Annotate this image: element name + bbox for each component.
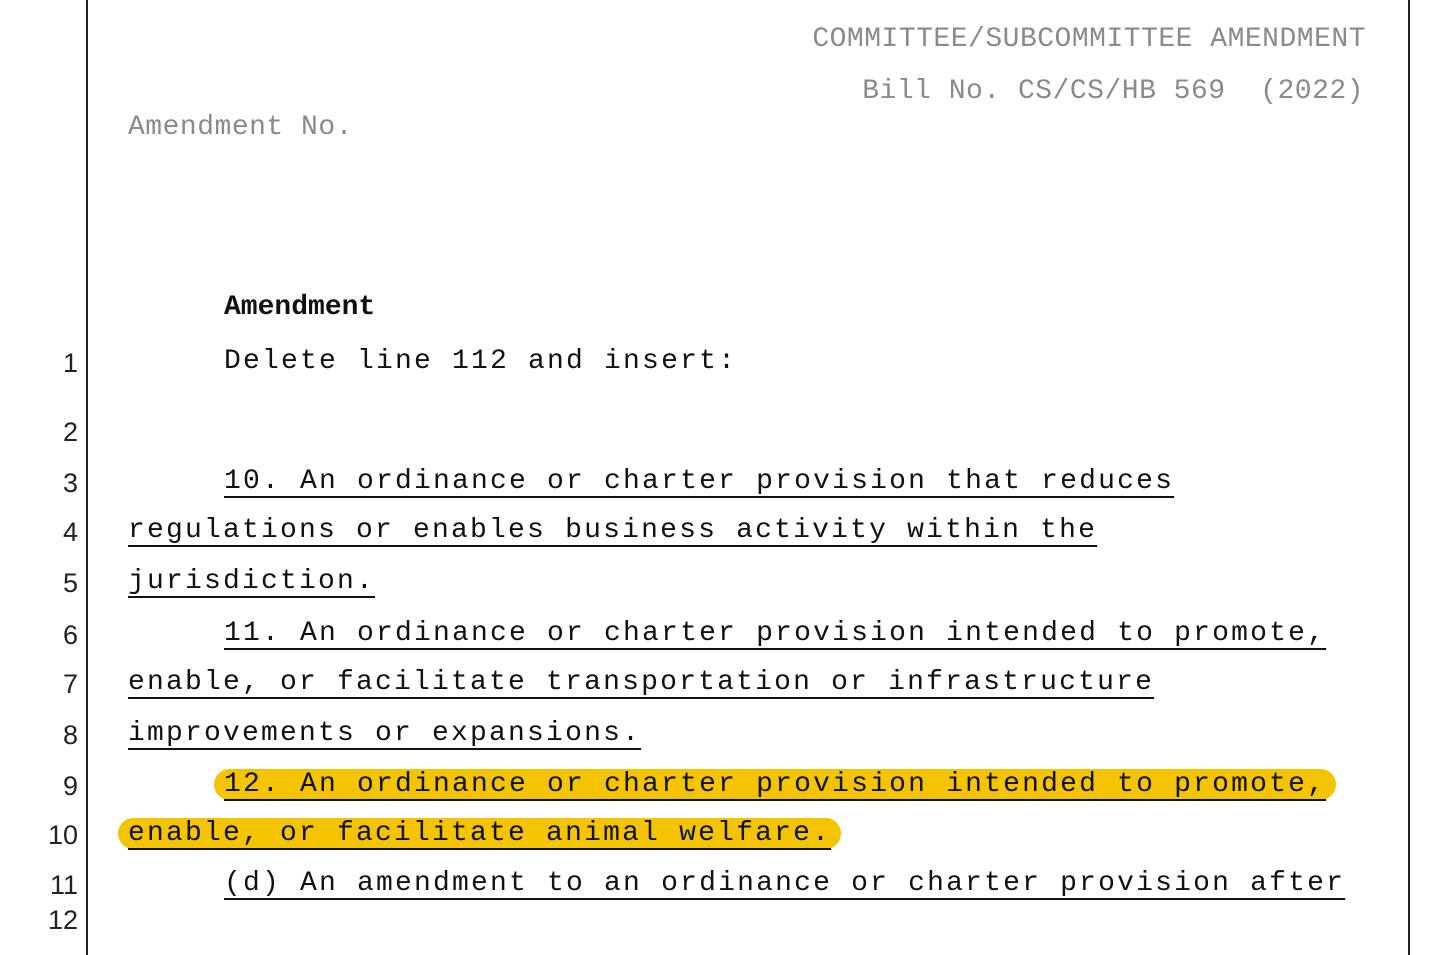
line-number: 11 bbox=[49, 870, 78, 900]
left-margin-rule bbox=[86, 0, 88, 955]
inserted-line-text: 11. An ordinance or charter provision intended to promote, bbox=[224, 618, 1327, 649]
highlighted-line-text bbox=[224, 769, 1336, 800]
line-number: 12 bbox=[47, 905, 78, 935]
line-number: 4 bbox=[62, 517, 78, 547]
inserted-line-text: enable, or facilitate transportation or infrastructure bbox=[128, 667, 1155, 698]
line-number: 2 bbox=[62, 417, 78, 447]
inserted-line-text: jurisdiction. bbox=[128, 566, 376, 597]
highlighted-line-text bbox=[128, 818, 841, 849]
inserted-line-text: (d) An amendment to an ordinance or charter provision after bbox=[224, 868, 1346, 899]
bill-number: Bill No. CS/CS/HB 569 (2022) bbox=[862, 76, 1364, 107]
highlight-marker: 12. An ordinance or charter provision intended to promote, bbox=[214, 769, 1336, 800]
line-number: 9 bbox=[62, 771, 78, 801]
line-number: 1 bbox=[62, 348, 78, 378]
inserted-line-text: 10. An ordinance or charter provision that reduces bbox=[224, 466, 1175, 497]
line-number: 6 bbox=[62, 620, 78, 650]
amendment-heading: Amendment bbox=[224, 292, 376, 323]
line-number: 10 bbox=[47, 820, 78, 850]
inserted-line-text: improvements or expansions. bbox=[128, 718, 642, 749]
line-number: 3 bbox=[62, 468, 78, 498]
line-text: Delete line 112 and insert: bbox=[224, 346, 738, 377]
line-number: 7 bbox=[62, 669, 78, 699]
highlight-marker: enable, or facilitate animal welfare. bbox=[118, 818, 841, 849]
inserted-line-text: regulations or enables business activity within the bbox=[128, 515, 1098, 546]
line-number: 5 bbox=[62, 568, 78, 598]
line-number: 8 bbox=[62, 720, 78, 750]
header-title: COMMITTEE/SUBCOMMITTEE AMENDMENT bbox=[812, 24, 1366, 55]
amendment-number-label: Amendment No. bbox=[128, 112, 353, 143]
right-margin-rule bbox=[1408, 0, 1410, 955]
